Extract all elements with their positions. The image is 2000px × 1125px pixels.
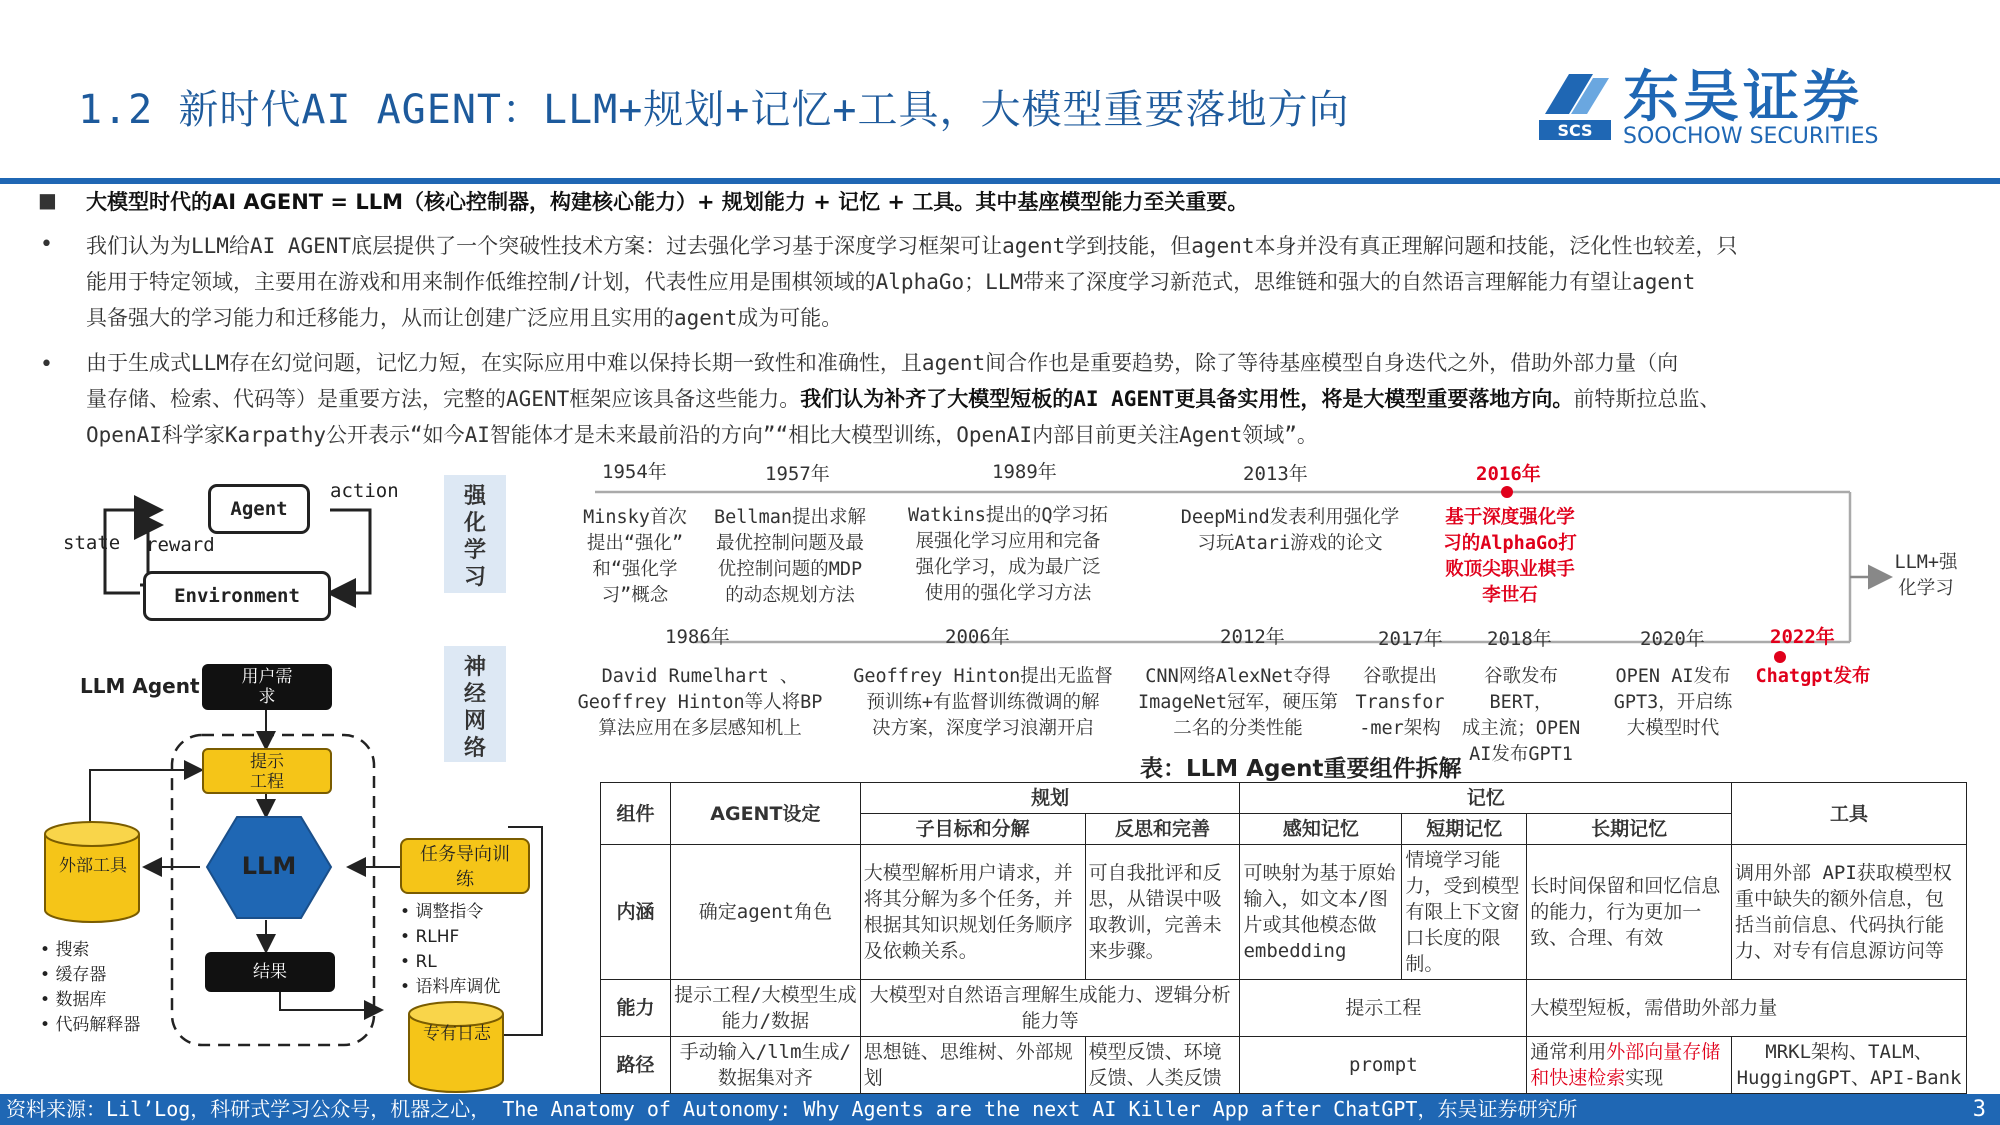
table-cell: 大模型对自然语言理解生成能力、逻辑分析能力等 (860, 980, 1240, 1037)
nn-year: 2006年 (945, 626, 1010, 648)
para1-line: 具备强大的学习能力和迁移能力，从而让创建广泛应用且实用的agent成为可能。 (86, 306, 843, 330)
side-label-rl (444, 475, 506, 593)
table-row (601, 980, 1967, 1037)
row-label: 路径 (601, 1037, 671, 1094)
tool-item: • 代码解释器 (40, 1015, 141, 1035)
header-cell: 组件 (601, 783, 671, 845)
reward-label: reward (146, 534, 215, 556)
rl-event: Minsky首次 提出“强化” 和“强化学 习”概念 (583, 507, 687, 606)
summary-text: 大模型时代的AI AGENT = LLM（核心控制器，构建核心能力）+ 规划能力 + 记忆 + 工具。其中基座模型能力至关重要。 (86, 190, 1249, 214)
highlight-text: 外部向量存储和快速检索 (1530, 1041, 1721, 1089)
page-number: 3 (1972, 1097, 1986, 1122)
table-cell: 可映射为基于原始输入，如文本/图片或其他模态做embedding (1240, 845, 1402, 980)
rl-year-highlight: 2016年 (1476, 463, 1541, 485)
row-label: 能力 (601, 980, 671, 1037)
footer-bar (0, 1094, 2000, 1125)
company-logo (1535, 64, 1885, 148)
prompt-engineering-box: 提示工程 (202, 748, 332, 794)
header-cell: 记忆 (1240, 783, 1732, 814)
table-cell: MRKL架构、TALM、HuggingGPT、API-Bank (1732, 1037, 1967, 1094)
table-cell: 确定agent角色 (670, 845, 860, 980)
table-header-row (601, 783, 1967, 814)
task-training-box: 任务导向训练 (400, 838, 530, 894)
nn-year: 2017年 (1378, 628, 1443, 650)
nn-event: 谷歌提出 Transfor -mer架构 (1355, 666, 1445, 739)
side-label-rl-text: 强化学习 (463, 484, 486, 590)
rl-year: 1989年 (992, 461, 1057, 483)
nn-event-highlight: Chatgpt发布 (1755, 666, 1871, 687)
table-cell: 情境学习能力，受到模型有限上下文窗口长度的限制。 (1402, 845, 1527, 980)
table-row (601, 1037, 1967, 1094)
task-item: • 语料库调优 (400, 977, 501, 997)
proprietary-log-cylinder (407, 1000, 507, 1095)
header-cell: 感知记忆 (1240, 814, 1402, 845)
rl-year: 1954年 (602, 461, 667, 483)
nn-event: Geoffrey Hinton提出无监督 预训练+有监督训练微调的解 决方案，深度学习浪潮开启 (853, 666, 1113, 739)
action-label: action (330, 480, 399, 502)
table-cell: 可自我批评和反思，从错误中吸取教训，完善未来步骤。 (1085, 845, 1240, 980)
para2-line: 由于生成式LLM存在幻觉问题，记忆力短，在实际应用中难以保持长期一致性和准确性，且agent间合作也是重要趋势，除了等待基座模型自身迭代之外，借助外部力量（向 (86, 351, 1679, 375)
timeline-marker-2022 (1773, 650, 1787, 664)
nn-year: 1986年 (665, 626, 730, 648)
table-cell: 模型反馈、环境反馈、人类反馈 (1085, 1037, 1240, 1094)
timeline-marker-2016 (1501, 486, 1513, 498)
logo-mark-text: SCS (1557, 121, 1593, 140)
rl-event: DeepMind发表利用强化学 习玩Atari游戏的论文 (1180, 507, 1400, 554)
task-item: • RLHF (400, 927, 460, 947)
rl-event-highlight: 基于深度强化学 习的AlphaGo打 败顶尖职业棋手 李世石 (1443, 507, 1577, 606)
task-items (400, 900, 500, 1000)
nn-event: OPEN AI发布 GPT3，开启练 大模型时代 (1613, 666, 1733, 739)
nn-year: 2020年 (1640, 628, 1705, 650)
external-tools-label: 外部工具 (59, 856, 127, 876)
task-item: • 调整指令 (400, 902, 484, 922)
header-cell: 长期记忆 (1527, 814, 1732, 845)
rl-year: 2013年 (1243, 463, 1308, 485)
components-table (600, 782, 1967, 1094)
table-caption: 表：LLM Agent重要组件拆解 (1140, 756, 1462, 782)
tool-items (40, 938, 140, 1038)
state-label: state (63, 532, 121, 554)
para2-text: 量存储、检索、代码等）是重要方法，完整的AGENT框架应该具备这些能力。 (86, 387, 801, 411)
llm-agent-title: LLM Agent (80, 674, 200, 698)
para2-line: OpenAI科学家Karpathy公开表示“如今AI智能体才是未来最前沿的方向”“相比大模型训练，OpenAI内部目前更关注Agent领域”。 (86, 423, 1318, 447)
rl-year: 1957年 (765, 463, 830, 485)
para2 (86, 345, 2000, 453)
table-cell: 思想链、思维树、外部规划 (860, 1037, 1085, 1094)
nn-event: 谷歌发布BERT， 成主流；OPEN AI发布GPT1 (1461, 666, 1581, 765)
para2-bullet: • (40, 352, 53, 377)
nn-event: CNN网络AlexNet夺得 ImageNet冠军，硬压第 二名的分类性能 (1137, 666, 1339, 739)
table-cell: 提示工程 (1240, 980, 1527, 1037)
header-cell: 规划 (860, 783, 1240, 814)
row-label: 内涵 (601, 845, 671, 980)
logo-mark-icon (1535, 64, 1621, 148)
tool-item: • 缓存器 (40, 965, 107, 985)
agent-box: Agent (208, 484, 310, 534)
nn-year-highlight: 2022年 (1770, 626, 1835, 648)
nn-year: 2018年 (1487, 628, 1552, 650)
result-box: 结果 (205, 952, 335, 992)
side-label-nn-text: 神经网络 (463, 655, 486, 761)
para1-bullet: • (40, 232, 53, 257)
table-cell: prompt (1240, 1037, 1527, 1094)
para1-line: 我们认为为LLM给AI AGENT底层提供了一个突破性技术方案：过去强化学习基于深度学习框架可让agent学到技能，但agent本身并没有真正理解问题和技能，泛化性也较差，只 (86, 234, 1738, 258)
header-cell: 工具 (1732, 783, 1967, 845)
header-cell: 反思和完善 (1085, 814, 1240, 845)
table-cell: 调用外部 API获取模型权重中缺失的额外信息，包括当前信息、代码执行能力、对专有信息源访问等 (1732, 845, 1967, 980)
environment-box: Environment (143, 571, 331, 621)
timeline-end-label: LLM+强化学习 (1894, 552, 1958, 599)
nn-year: 2012年 (1220, 626, 1285, 648)
tool-item: • 搜索 (40, 940, 90, 960)
proprietary-log-label: 专有日志 (423, 1024, 491, 1044)
header-cell: 短期记忆 (1402, 814, 1527, 845)
logo-chinese-name: 东吴证券 (1623, 65, 1863, 130)
para1-line: 能用于特定领域，主要用在游戏和用来制作低维控制/计划，代表性应用是围棋领域的AlphaGo；LLM带来了深度学习新范式，思维链和强大的自然语言理解能力有望让agent (86, 270, 1696, 294)
rl-event: Watkins提出的Q学习拓 展强化学习应用和完备 强化学习，成为最广泛 使用的强化学习方法 (907, 505, 1109, 604)
table-cell: 手动输入/llm生成/数据集对齐 (670, 1037, 860, 1094)
table-cell: 通常利用外部向量存储和快速检索实现 (1527, 1037, 1732, 1094)
table-cell: 长时间保留和回忆信息的能力，行为更加一致、合理、有效 (1527, 845, 1732, 980)
table-cell: 大模型解析用户请求，并将其分解为多个任务，并根据其知识规划任务顺序及依赖关系。 (860, 845, 1085, 980)
para2-emphasis: 我们认为补齐了大模型短板的AI AGENT更具备实用性，将是大模型重要落地方向。 (800, 387, 1574, 411)
rl-event: Bellman提出求解 最优控制问题及最 优控制问题的MDP 的动态规划方法 (714, 507, 866, 606)
nn-event: David Rumelhart 、 Geoffrey Hinton等人将BP 算法应用在多层感知机上 (577, 666, 823, 739)
table-cell: 大模型短板，需借助外部力量 (1527, 980, 1967, 1037)
page-title: 1.2 新时代AI AGENT：LLM+规划+记忆+工具，大模型重要落地方向 (78, 87, 1350, 133)
table-cell: 提示工程/大模型生成能力/数据 (670, 980, 860, 1037)
tool-item: • 数据库 (40, 990, 107, 1010)
para2-text: 前特斯拉总监、 (1573, 387, 1721, 411)
summary-bullet: ■ (38, 188, 57, 212)
header-cell: 子目标和分解 (860, 814, 1085, 845)
user-need-box: 用户需求 (202, 664, 332, 710)
table-row (601, 845, 1967, 980)
header-cell: AGENT设定 (670, 783, 860, 845)
footer-source: 资料来源：Lil’Log，科研式学习公众号，机器之心， The Anatomy of Autonomy: Why Agents are the next AI Killer App after ChatGPT，东吴证券研究所 (6, 1097, 1578, 1121)
llm-label: LLM (241, 852, 297, 880)
logo-english-name: SOOCHOW SECURITIES (1623, 124, 1879, 149)
para1 (86, 228, 1986, 336)
task-item: • RL (400, 952, 437, 972)
